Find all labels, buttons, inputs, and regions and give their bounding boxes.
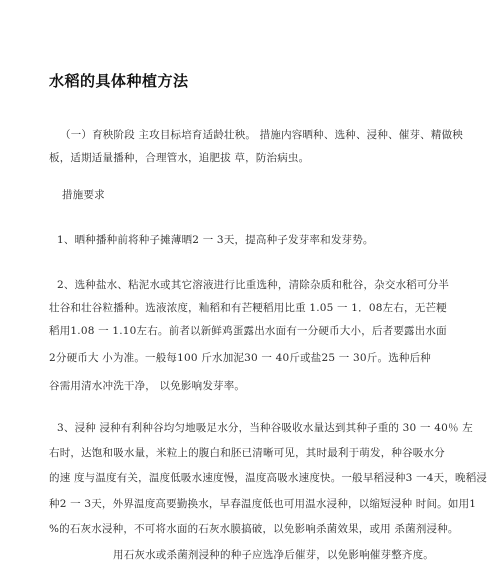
list-item: 2、选种盐水、粘泥水或其它溶液进行比重选种，清除杂质和秕谷，杂交水稻可分半 <box>57 279 450 291</box>
list-item-line: 稻用1.08 一 1.10左右。前者以新鲜鸡蛋露出水面有一分硬币大小，后者要露出水面 <box>49 325 447 337</box>
list-item: 1、晒种播种前将种子摊薄晒2 一 3天，提高种子发芽率和发芽势。 <box>57 234 374 246</box>
list-item: 3、浸种 浸种有利种谷均匀地吸足水分，当种谷吸收水量达到其种子重的 30 一 40％ 左 <box>57 422 473 434</box>
list-item-line: 2分硬币大 小为准。一般每100 斤水加泥30 一 40斤或盐25 一 30斤。选种后种 <box>49 352 431 364</box>
list-item-line: 种2 一 3天，外界温度高要勤换水，早春温度低也可用温水浸种，以缩短浸种 时间。如用1 <box>49 498 477 510</box>
list-item-line: 右时，达饱和吸水量，米粒上的腹白和胚已清晰可见，其时最利于萌发，种谷吸水分 <box>49 447 445 459</box>
page-title: 水稻的具体种植方法 <box>49 72 189 90</box>
list-item-line: 用石灰水或杀菌剂浸种的种子应选净后催芽，以免影响催芽整齐度。 <box>113 549 434 561</box>
list-item-line: %的石灰水浸种，不可将水面的石灰水膜搞破，以免影响杀菌效果，或用 杀菌剂浸种。 <box>49 523 459 535</box>
list-item-line: 谷需用清水冲洗干净， 以免影响发芽率。 <box>49 380 246 392</box>
paragraph-line: 板，适期适量播种，合理管水，追肥拔 草，防治病虫。 <box>49 152 310 164</box>
paragraph-line: （一）育秧阶段 主攻目标培育适龄壮秧。 措施内容晒种、选种、浸种、催芽、精做秧 <box>60 129 463 141</box>
list-item-line: 的速 度与温度有关，温度低吸水速度慢，温度高吸水速度快。一般早稻浸种3 一4天，晚稻浸 <box>49 472 488 484</box>
list-item-line: 壮谷和壮谷粒播种。选液浓度，籼稻和有芒粳稻用比重 1.05 一 1．08左右，无芒粳 <box>49 302 447 314</box>
section-heading: 措施要求 <box>62 189 105 201</box>
